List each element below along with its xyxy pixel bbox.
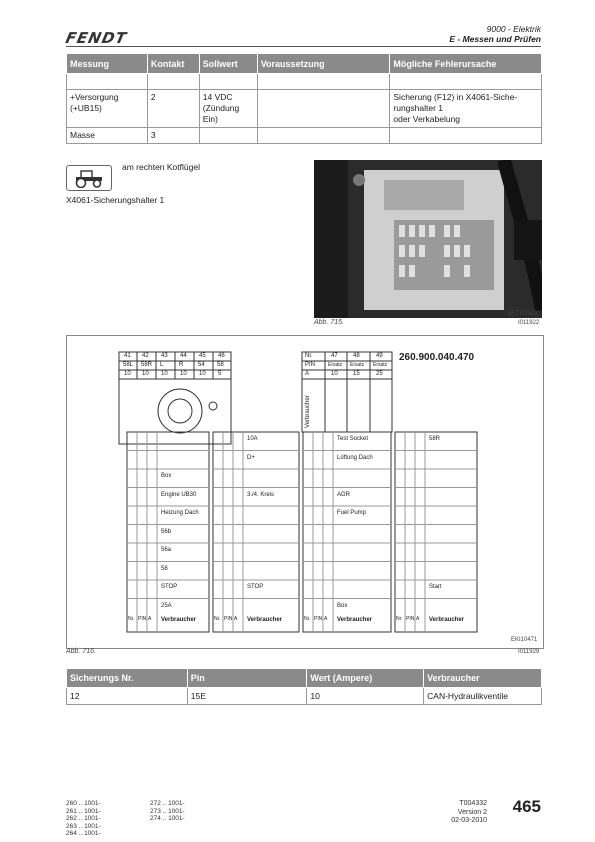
- footer-doc-info: [451, 800, 487, 826]
- fuse-amp-label: 25: [376, 371, 383, 377]
- footer-version: Version 2: [457, 808, 487, 816]
- fuse-name-label: Ersatz: [350, 362, 365, 368]
- fuse-consumer-label: 25A: [161, 602, 172, 609]
- table-row: [67, 688, 542, 705]
- fuse-consumer-label: 10A: [247, 436, 258, 442]
- photo-code: I011922: [518, 320, 540, 326]
- photo-caption: Abb. 715.: [314, 319, 344, 326]
- verbraucher-label: Verbraucher: [429, 617, 465, 623]
- fuse-consumer-label: Heizung Dach: [161, 510, 199, 516]
- verbraucher-label: Verbraucher: [247, 617, 283, 623]
- col-pin: Pin: [187, 669, 307, 688]
- fuse-consumer-label: 58R: [429, 436, 441, 442]
- table-spacer-row: [67, 74, 542, 90]
- diagram-part-number: 260.900.040.470: [399, 352, 475, 363]
- verbraucher-vertical-label: Verbraucher: [305, 395, 311, 428]
- fuse-consumer-label: Fuel Pump: [337, 510, 367, 516]
- cell-fehler: [390, 128, 542, 144]
- cell-wert: 10: [307, 688, 424, 705]
- measurement-table: [66, 53, 542, 144]
- cell-sollwert: 14 VDC (Zündung Ein): [199, 90, 257, 128]
- fuse-consumer-label: Box: [337, 602, 348, 609]
- footer-doc-number: T004332: [459, 800, 487, 807]
- column-header-label: PIN: [138, 616, 147, 622]
- fuse-consumer-label: 58: [161, 565, 168, 572]
- table-row: [67, 128, 542, 144]
- footer-models-2: [150, 800, 185, 823]
- cell-messung: +Versorgung (+UB15): [67, 90, 148, 128]
- cell-sollwert: [199, 128, 257, 144]
- cell-verbraucher: CAN-Hydraulikventile: [424, 688, 542, 705]
- footer-model: 273 .. 1001-: [150, 807, 185, 815]
- cell-voraussetzung: [257, 128, 390, 144]
- fuse-consumer-label: STOP: [247, 584, 264, 590]
- verbraucher-label: Verbraucher: [161, 617, 197, 623]
- fuse-consumer-label: 56b: [161, 528, 172, 535]
- footer-model: 272 .. 1001-: [150, 800, 185, 807]
- fuse-amp-label: 10: [180, 371, 187, 377]
- fuse-amp-label: 10: [124, 371, 131, 377]
- column-header-label: Nr.: [214, 616, 221, 622]
- column-header-label: A: [234, 616, 238, 622]
- fuse-holder-photo: [314, 160, 542, 318]
- cell-fehler: Sicherung (F12) in X4061-Siche- rungshalter 1 oder Verkabelung: [390, 90, 542, 128]
- fuse-consumer-label: D+: [247, 454, 255, 461]
- diagram-ref: EKI10471: [511, 637, 538, 643]
- col-fehlerursache: Mögliche Fehlerursache: [390, 54, 542, 74]
- fuse-consumer-label: 3./4. Kreis: [247, 491, 275, 498]
- fendt-logo: FENDT: [64, 29, 129, 47]
- footer-model: 264 .. 1001-: [66, 830, 101, 837]
- fuse-consumer-label: 56a: [161, 547, 172, 553]
- fuse-consumer-label: STOP: [161, 584, 178, 590]
- fuse-holder-label: X4061-Sicherungshalter 1: [66, 195, 165, 205]
- column-header-label: PIN: [406, 616, 415, 622]
- header-rule: [66, 46, 541, 47]
- fuse-amp-label: 10: [142, 371, 149, 377]
- cell-kontakt: 3: [147, 128, 199, 144]
- fuse-amp-label: 10: [199, 371, 206, 377]
- column-header-label: Nr.: [396, 616, 403, 622]
- diagram-code: I011929: [518, 649, 540, 655]
- column-header-label: A: [324, 616, 328, 622]
- cell-messung: Masse: [67, 128, 148, 144]
- footer-model: 261 .. 1001-: [66, 807, 101, 815]
- fuse-number-label: 46: [218, 353, 225, 359]
- fuse-number-label: 42: [142, 353, 149, 359]
- col-sicherung: Sicherungs Nr.: [67, 669, 188, 688]
- fuse-consumer-label: Lüftung Dach: [337, 454, 373, 461]
- fuse-number-label: 48: [353, 353, 360, 359]
- cell-sicherung: 12: [67, 688, 188, 705]
- fuse-number-label: 43: [161, 353, 168, 359]
- col-messung: Messung: [67, 54, 148, 74]
- column-header-label: PIN: [305, 362, 316, 368]
- col-kontakt: Kontakt: [147, 54, 199, 74]
- column-header-label: A: [305, 371, 310, 377]
- column-header-label: A: [148, 616, 152, 622]
- fuse-name-label: 58L: [123, 362, 134, 368]
- fuse-amp-label: 15: [353, 371, 360, 377]
- fuse-number-label: 49: [376, 353, 383, 359]
- fuse-name-label: Ersatz: [328, 362, 343, 368]
- cell-kontakt: 2: [147, 90, 199, 128]
- fuse-amp-label: 10: [161, 371, 168, 377]
- col-sollwert: Sollwert: [199, 54, 257, 74]
- footer-model: 263 .. 1001-: [66, 822, 101, 830]
- footer-model: 260 .. 1001-: [66, 800, 101, 807]
- column-header-label: PIN: [314, 616, 323, 622]
- col-wert: Wert (Ampere): [307, 669, 424, 688]
- footer-date: 02-03-2010: [451, 817, 487, 824]
- measurement-header-row: [67, 54, 542, 74]
- fuse-name-label: 58R: [141, 362, 153, 368]
- fuse-table: [66, 668, 542, 705]
- page-number: 465: [512, 797, 541, 816]
- fuse-number-label: 41: [124, 353, 131, 359]
- footer-models-1: [66, 800, 101, 838]
- fuse-name-label: L: [160, 362, 164, 368]
- location-text: am rechten Kotflügel: [122, 162, 200, 172]
- column-header-label: Nr.: [305, 353, 313, 359]
- tractor-icon: [66, 165, 112, 191]
- fuse-consumer-label: Engine UB30: [161, 491, 197, 498]
- fuse-number-label: 47: [331, 353, 338, 359]
- fuse-number-label: 45: [199, 353, 206, 359]
- column-header-label: A: [416, 616, 420, 622]
- fuse-amp-label: 10: [331, 371, 338, 377]
- cell-pin: 15E: [187, 688, 307, 705]
- column-header-label: Nr.: [304, 616, 311, 622]
- fuse-name-label: R: [179, 362, 184, 368]
- fuse-consumer-label: Box: [161, 473, 172, 479]
- col-verbraucher: Verbraucher: [424, 669, 542, 688]
- fuse-name-label: 58: [217, 362, 224, 368]
- verbraucher-label: Verbraucher: [337, 617, 373, 623]
- footer-model: 274 .. 1001-: [150, 815, 185, 822]
- header-series: 9000 - Elektrik: [486, 24, 541, 34]
- fuse-name-label: 54: [198, 362, 205, 368]
- fuse-consumer-label: Start: [429, 584, 442, 590]
- cell-voraussetzung: [257, 90, 390, 128]
- header-section: E - Messen und Prüfen: [449, 34, 541, 44]
- table-row: [67, 90, 542, 128]
- fuse-header-row: [67, 669, 542, 688]
- fuse-consumer-label: Test Socket: [337, 436, 369, 442]
- footer-model: 262 .. 1001-: [66, 815, 101, 822]
- column-header-label: PIN: [224, 616, 233, 622]
- photo-ref: BETR3343: [508, 311, 538, 317]
- col-voraussetzung: Voraussetzung: [257, 54, 390, 74]
- fuse-amp-label: 5: [218, 371, 222, 377]
- diagram-caption: Abb. 716.: [66, 648, 96, 655]
- fuse-layout-diagram: [66, 335, 544, 649]
- column-header-label: Nr.: [128, 616, 135, 622]
- fuse-number-label: 44: [180, 353, 187, 359]
- fuse-name-label: Ersatz: [373, 362, 388, 368]
- fuse-consumer-label: AGR: [337, 491, 351, 498]
